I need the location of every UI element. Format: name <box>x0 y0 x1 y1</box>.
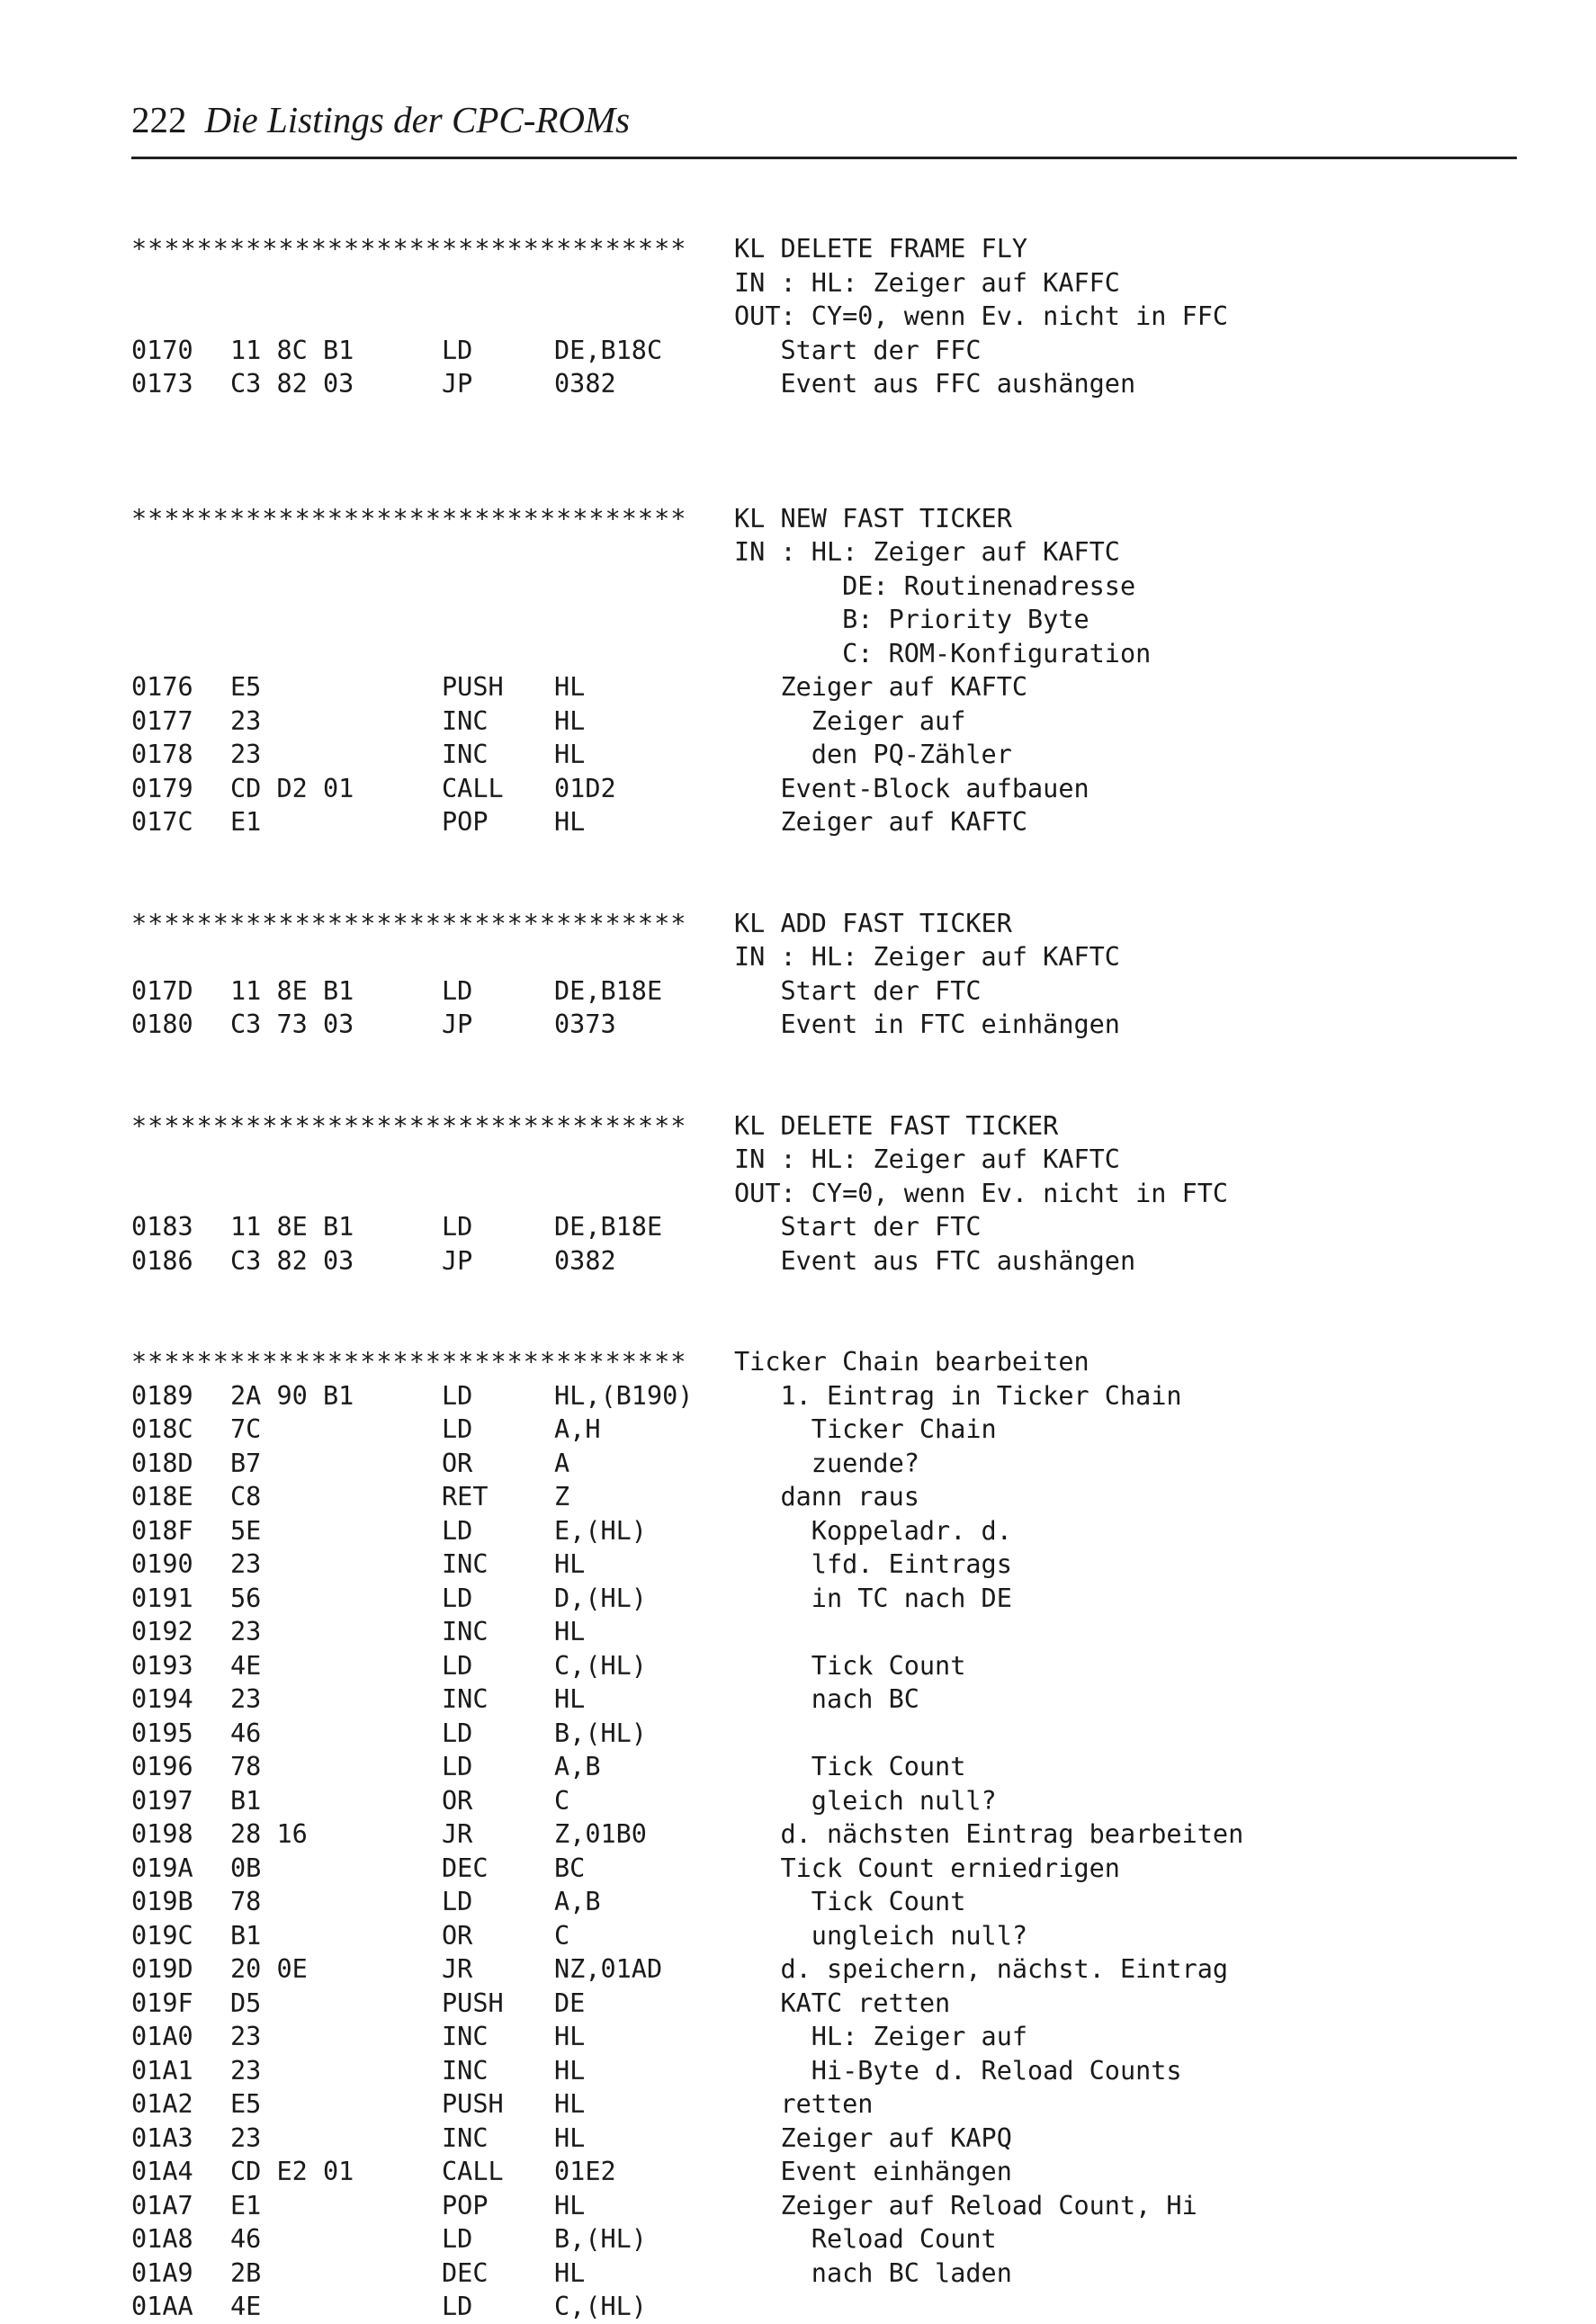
address: 01AA <box>131 2292 193 2321</box>
code-comment: Start der FTC <box>734 975 982 1006</box>
code-line <box>131 1582 1481 1616</box>
code-line <box>131 1548 1481 1582</box>
address: 0178 <box>131 740 193 769</box>
address: 0177 <box>131 705 193 736</box>
opcode-bytes: 7C <box>230 1414 262 1444</box>
code-comment: Tick Count erniedrigen <box>734 1853 1120 1883</box>
mnemonic: LD <box>442 335 473 365</box>
code-comment: nach BC <box>734 1684 919 1714</box>
mnemonic: LD <box>442 1515 473 1546</box>
code-comment: Ticker Chain <box>734 1414 997 1444</box>
listing-block <box>131 1345 1481 2324</box>
block-note: IN : HL: Zeiger auf KAFFC <box>734 267 1120 298</box>
operand: E,(HL) <box>554 1515 647 1546</box>
opcode-bytes: 23 <box>230 705 262 736</box>
address: 0180 <box>131 1009 193 1039</box>
opcode-bytes: 78 <box>230 1887 262 1916</box>
operand: A,B <box>554 1887 601 1916</box>
opcode-bytes: 23 <box>230 1549 262 1579</box>
block-note-line <box>131 940 1481 974</box>
operand: HL <box>554 807 586 837</box>
code-comment: in TC nach DE <box>734 1583 1012 1613</box>
opcode-bytes: 2A 90 B1 <box>230 1380 354 1411</box>
listing-block <box>131 1109 1481 1279</box>
code-comment: Tick Count <box>734 1650 966 1681</box>
operand: A,H <box>554 1414 601 1444</box>
opcode-bytes: 0B <box>230 1853 262 1883</box>
code-comment: Event in FTC einhängen <box>734 1009 1120 1039</box>
block-note: DE: Routinenadresse <box>734 570 1136 601</box>
operand: C,(HL) <box>554 2292 647 2321</box>
address: 0179 <box>131 773 193 803</box>
code-comment: Start der FTC <box>734 1212 982 1242</box>
mnemonic: DEC <box>442 1853 489 1883</box>
opcode-bytes: 23 <box>230 1617 262 1647</box>
opcode-bytes: C8 <box>230 1482 262 1512</box>
block-note-line <box>131 1143 1481 1177</box>
mnemonic: JP <box>442 1009 473 1039</box>
block-note-line <box>131 266 1481 301</box>
operand: HL <box>554 2122 586 2153</box>
address: 0190 <box>131 1549 193 1579</box>
operand: 01D2 <box>554 773 616 803</box>
code-line <box>131 2155 1481 2189</box>
opcode-bytes: C3 82 03 <box>230 369 354 399</box>
address: 0176 <box>131 672 193 702</box>
mnemonic: JP <box>442 1245 473 1276</box>
mnemonic: LD <box>442 975 473 1006</box>
code-line <box>131 2290 1481 2324</box>
mnemonic: RET <box>442 1482 489 1512</box>
mnemonic: PUSH <box>442 2089 504 2119</box>
mnemonic: JR <box>442 1954 473 1984</box>
operand: DE,B18E <box>554 975 663 1006</box>
operand: C <box>554 1920 570 1951</box>
code-line <box>131 1987 1481 2021</box>
code-line <box>131 1784 1481 1818</box>
operand: HL <box>554 705 586 736</box>
opcode-bytes: 23 <box>230 740 262 769</box>
block-note: IN : HL: Zeiger auf KAFTC <box>734 537 1120 567</box>
operand: DE,B18E <box>554 1212 663 1242</box>
block-title: KL DELETE FAST TICKER <box>734 1110 1059 1141</box>
operand: 0382 <box>554 1245 616 1276</box>
address: 01A8 <box>131 2224 193 2254</box>
block-title: KL DELETE FRAME FLY <box>734 234 1028 264</box>
code-line <box>131 2189 1481 2223</box>
block-gap <box>131 1042 1481 1109</box>
opcode-bytes: E5 <box>230 2089 262 2119</box>
opcode-bytes: B1 <box>230 1785 262 1816</box>
block-note-line <box>131 637 1481 671</box>
address: 01A0 <box>131 2022 193 2051</box>
page-header <box>131 97 1517 142</box>
separator-stars: ********************************** <box>131 908 687 938</box>
code-comment: HL: Zeiger auf <box>734 2022 1028 2051</box>
code-line <box>131 2257 1481 2291</box>
address: 01A7 <box>131 2190 193 2221</box>
code-comment: KATC retten <box>734 1988 951 2018</box>
mnemonic: INC <box>442 2055 489 2086</box>
opcode-bytes: 23 <box>230 1684 262 1714</box>
address: 0198 <box>131 1819 193 1849</box>
address: 01A1 <box>131 2055 193 2086</box>
opcode-bytes: 4E <box>230 2292 262 2321</box>
listing-block <box>131 907 1481 1042</box>
separator-stars: ********************************** <box>131 234 687 264</box>
mnemonic: INC <box>442 1684 489 1714</box>
mnemonic: OR <box>442 1448 473 1478</box>
code-line <box>131 1413 1481 1447</box>
address: 017D <box>131 975 193 1006</box>
code-line <box>131 738 1481 772</box>
code-comment: d. speichern, nächst. Eintrag <box>734 1954 1229 1984</box>
code-line <box>131 1379 1481 1413</box>
block-note: OUT: CY=0, wenn Ev. nicht in FFC <box>734 301 1229 331</box>
code-line <box>131 1244 1481 1279</box>
address: 0192 <box>131 1617 193 1647</box>
address: 01A3 <box>131 2122 193 2153</box>
mnemonic: INC <box>442 740 489 769</box>
opcode-bytes: 2B <box>230 2257 262 2288</box>
code-comment: Reload Count <box>734 2224 997 2254</box>
code-line <box>131 1919 1481 1953</box>
address: 018E <box>131 1482 193 1512</box>
address: 019B <box>131 1887 193 1916</box>
opcode-bytes: E1 <box>230 807 262 837</box>
mnemonic: LD <box>442 1380 473 1411</box>
operand: HL <box>554 2190 586 2221</box>
operand: A,B <box>554 1752 601 1781</box>
address: 0183 <box>131 1212 193 1242</box>
code-line <box>131 670 1481 704</box>
opcode-bytes: 11 8C B1 <box>230 335 354 365</box>
opcode-bytes: D5 <box>230 1988 262 2018</box>
operand: DE <box>554 1988 586 2018</box>
block-note: IN : HL: Zeiger auf KAFTC <box>734 1144 1120 1174</box>
code-comment: ungleich null? <box>734 1920 1028 1951</box>
block-title: KL ADD FAST TICKER <box>734 908 1012 938</box>
opcode-bytes: 11 8E B1 <box>230 1212 354 1242</box>
code-line <box>131 1885 1481 1919</box>
code-line <box>131 974 1481 1009</box>
address: 0186 <box>131 1245 193 1276</box>
mnemonic: CALL <box>442 2157 504 2186</box>
block-note: IN : HL: Zeiger auf KAFTC <box>734 942 1120 972</box>
separator-stars: ********************************** <box>131 1110 687 1141</box>
assembly-listing <box>131 232 1481 2324</box>
code-comment: dann raus <box>734 1482 919 1512</box>
mnemonic: JP <box>442 369 473 399</box>
block-heading-line <box>131 502 1481 536</box>
mnemonic: JR <box>442 1819 473 1849</box>
mnemonic: INC <box>442 1617 489 1647</box>
opcode-bytes: 23 <box>230 2055 262 2086</box>
code-line <box>131 1682 1481 1717</box>
code-comment: Event einhängen <box>734 2157 1012 2186</box>
mnemonic: PUSH <box>442 1988 504 2018</box>
mnemonic: LD <box>442 1212 473 1242</box>
address: 017C <box>131 807 193 837</box>
opcode-bytes: 5E <box>230 1515 262 1546</box>
code-line <box>131 805 1481 839</box>
address: 0191 <box>131 1583 193 1613</box>
operand: Z <box>554 1482 570 1512</box>
page-number: 222 <box>131 99 187 140</box>
mnemonic: LD <box>442 1650 473 1681</box>
address: 019D <box>131 1954 193 1984</box>
operand: BC <box>554 1853 586 1883</box>
opcode-bytes: 46 <box>230 2224 262 2254</box>
code-comment: Event-Block aufbauen <box>734 773 1089 803</box>
operand: 0382 <box>554 369 616 399</box>
operand: HL <box>554 1549 586 1579</box>
opcode-bytes: 11 8E B1 <box>230 975 354 1006</box>
block-gap <box>131 401 1481 502</box>
operand: B,(HL) <box>554 2224 647 2254</box>
code-comment: Event aus FFC aushängen <box>734 369 1136 399</box>
address: 0197 <box>131 1785 193 1816</box>
address: 0195 <box>131 1718 193 1748</box>
block-note: C: ROM-Konfiguration <box>734 638 1152 668</box>
separator-stars: ********************************** <box>131 503 687 534</box>
code-comment: Tick Count <box>734 1887 966 1916</box>
address: 0189 <box>131 1380 193 1411</box>
code-comment: Zeiger auf Reload Count, Hi <box>734 2190 1197 2221</box>
running-head <box>131 97 1517 142</box>
operand: NZ,01AD <box>554 1954 663 1984</box>
address: 019A <box>131 1853 193 1883</box>
mnemonic: LD <box>442 1718 473 1748</box>
code-comment: gleich null? <box>734 1785 997 1816</box>
code-line <box>131 1852 1481 1886</box>
code-comment: Zeiger auf KAFTC <box>734 807 1028 837</box>
code-comment: Koppeladr. d. <box>734 1515 1012 1546</box>
block-note-line <box>131 570 1481 604</box>
address: 01A2 <box>131 2089 193 2119</box>
block-title: KL NEW FAST TICKER <box>734 503 1012 534</box>
mnemonic: INC <box>442 705 489 736</box>
mnemonic: DEC <box>442 2257 489 2288</box>
code-line <box>131 1615 1481 1649</box>
code-line <box>131 1210 1481 1244</box>
address: 01A9 <box>131 2257 193 2288</box>
code-comment: Zeiger auf <box>734 705 966 736</box>
mnemonic: INC <box>442 2022 489 2051</box>
separator-stars: ********************************** <box>131 1347 687 1377</box>
code-comment: lfd. Eintrags <box>734 1549 1012 1579</box>
mnemonic: OR <box>442 1785 473 1816</box>
operand: HL <box>554 740 586 769</box>
code-line <box>131 1008 1481 1042</box>
block-heading-line <box>131 907 1481 941</box>
code-line <box>131 1480 1481 1514</box>
mnemonic: CALL <box>442 773 504 803</box>
block-gap <box>131 839 1481 907</box>
mnemonic: LD <box>442 1414 473 1444</box>
code-line <box>131 2020 1481 2054</box>
opcode-bytes: E5 <box>230 672 262 702</box>
header-rule <box>131 157 1517 159</box>
listing-block <box>131 232 1481 401</box>
mnemonic: LD <box>442 1583 473 1613</box>
block-heading-line <box>131 232 1481 266</box>
code-line <box>131 1952 1481 1987</box>
address: 0173 <box>131 369 193 399</box>
listing-block <box>131 502 1481 839</box>
code-line <box>131 1717 1481 1751</box>
opcode-bytes: 4E <box>230 1650 262 1681</box>
block-title: Ticker Chain bearbeiten <box>734 1347 1089 1377</box>
operand: HL <box>554 1617 586 1647</box>
opcode-bytes: 28 16 <box>230 1819 308 1849</box>
code-line <box>131 2222 1481 2257</box>
opcode-bytes: 78 <box>230 1752 262 1781</box>
code-line <box>131 1514 1481 1548</box>
code-comment: Start der FFC <box>734 335 982 365</box>
address: 01A4 <box>131 2157 193 2186</box>
address: 019F <box>131 1988 193 2018</box>
opcode-bytes: E1 <box>230 2190 262 2221</box>
opcode-bytes: 20 0E <box>230 1954 308 1984</box>
block-note: OUT: CY=0, wenn Ev. nicht in FTC <box>734 1178 1229 1208</box>
opcode-bytes: B1 <box>230 1920 262 1951</box>
mnemonic: PUSH <box>442 672 504 702</box>
operand: Z,01B0 <box>554 1819 647 1849</box>
block-note-line <box>131 1177 1481 1211</box>
code-line <box>131 2122 1481 2156</box>
opcode-bytes: C3 73 03 <box>230 1009 354 1039</box>
opcode-bytes: CD D2 01 <box>230 773 354 803</box>
mnemonic: POP <box>442 2190 489 2221</box>
operand: HL <box>554 2022 586 2051</box>
code-comment: nach BC laden <box>734 2257 1012 2288</box>
operand: HL <box>554 672 586 702</box>
block-heading-line <box>131 1109 1481 1144</box>
code-comment: d. nächsten Eintrag bearbeiten <box>734 1819 1244 1849</box>
block-note-line <box>131 535 1481 570</box>
code-comment: Tick Count <box>734 1752 966 1781</box>
block-note: B: Priority Byte <box>734 605 1089 634</box>
address: 019C <box>131 1920 193 1951</box>
opcode-bytes: 23 <box>230 2122 262 2153</box>
code-line <box>131 1750 1481 1784</box>
address: 018D <box>131 1448 193 1478</box>
code-line <box>131 1649 1481 1683</box>
opcode-bytes: 46 <box>230 1718 262 1748</box>
mnemonic: INC <box>442 1549 489 1579</box>
operand: HL <box>554 2055 586 2086</box>
code-line <box>131 772 1481 806</box>
address: 0170 <box>131 335 193 365</box>
address: 0196 <box>131 1752 193 1781</box>
address: 0193 <box>131 1650 193 1681</box>
mnemonic: LD <box>442 1887 473 1916</box>
code-comment: Hi-Byte d. Reload Counts <box>734 2055 1182 2086</box>
running-title: Die Listings der CPC-ROMs <box>204 99 631 140</box>
code-comment: Event aus FTC aushängen <box>734 1245 1136 1276</box>
code-comment: den PQ-Zähler <box>734 740 1012 769</box>
address: 018C <box>131 1414 193 1444</box>
mnemonic: INC <box>442 2122 489 2153</box>
operand: B,(HL) <box>554 1718 647 1748</box>
operand: HL <box>554 2257 586 2288</box>
opcode-bytes: CD E2 01 <box>230 2157 354 2186</box>
operand: C,(HL) <box>554 1650 647 1681</box>
code-comment: Zeiger auf KAPQ <box>734 2122 1012 2153</box>
operand: D,(HL) <box>554 1583 647 1613</box>
operand: HL,(B190) <box>554 1380 694 1411</box>
opcode-bytes: C3 82 03 <box>230 1245 354 1276</box>
block-gap <box>131 1278 1481 1345</box>
operand: HL <box>554 2089 586 2119</box>
mnemonic: POP <box>442 807 489 837</box>
code-line <box>131 334 1481 368</box>
operand: HL <box>554 1684 586 1714</box>
address: 018F <box>131 1515 193 1546</box>
code-line <box>131 367 1481 401</box>
operand: A <box>554 1448 570 1478</box>
code-comment: zuende? <box>734 1448 919 1478</box>
code-line <box>131 704 1481 739</box>
code-comment: 1. Eintrag in Ticker Chain <box>734 1380 1182 1411</box>
mnemonic: OR <box>442 1920 473 1951</box>
block-heading-line <box>131 1345 1481 1379</box>
operand: 0373 <box>554 1009 616 1039</box>
opcode-bytes: B7 <box>230 1448 262 1478</box>
mnemonic: LD <box>442 2224 473 2254</box>
address: 0194 <box>131 1684 193 1714</box>
code-line <box>131 2054 1481 2088</box>
code-line <box>131 2087 1481 2122</box>
opcode-bytes: 23 <box>230 2022 262 2051</box>
operand: DE,B18C <box>554 335 663 365</box>
mnemonic: LD <box>442 2292 473 2321</box>
block-note-line <box>131 300 1481 334</box>
code-comment: retten <box>734 2089 874 2119</box>
opcode-bytes: 56 <box>230 1583 262 1613</box>
operand: C <box>554 1785 570 1816</box>
code-line <box>131 1817 1481 1852</box>
code-comment: Zeiger auf KAFTC <box>734 672 1028 702</box>
block-note-line <box>131 603 1481 637</box>
operand: 01E2 <box>554 2157 616 2186</box>
mnemonic: LD <box>442 1752 473 1781</box>
code-line <box>131 1447 1481 1481</box>
